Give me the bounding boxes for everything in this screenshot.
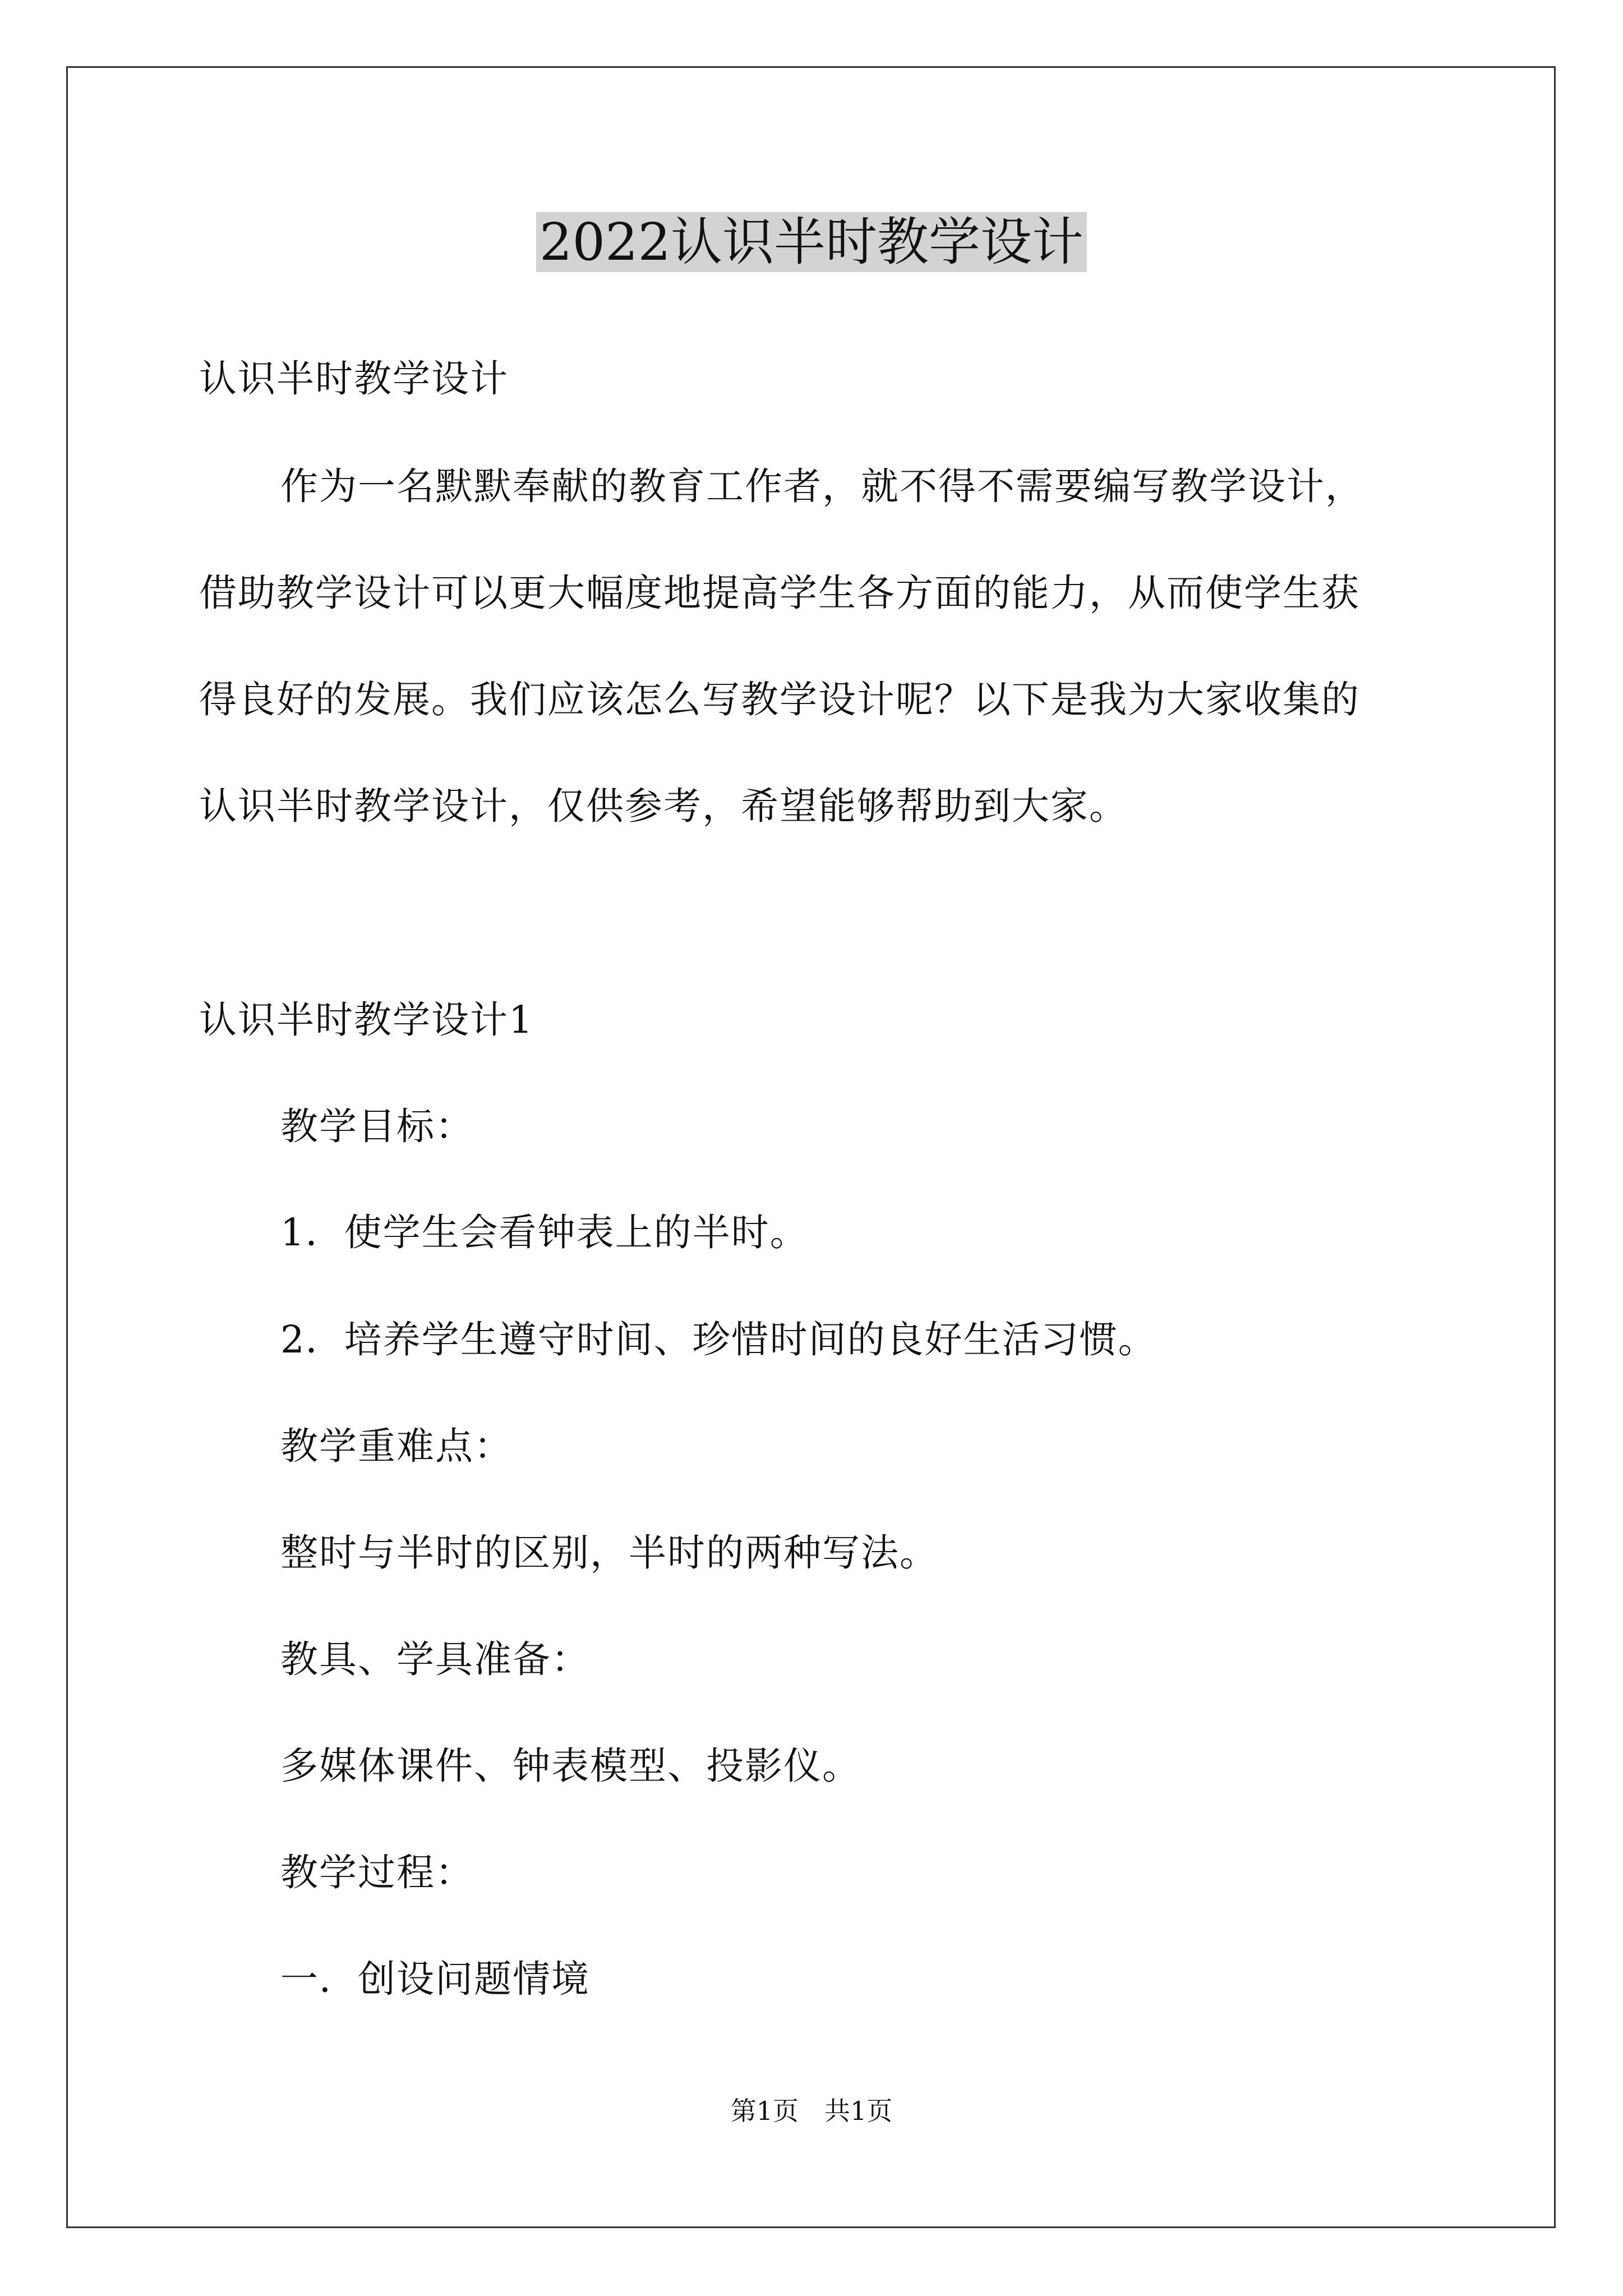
document-title — [0, 203, 1623, 282]
intro-line-1: 作为一名默默奉献的教育工作者，就不得不需要编写教学设计， — [280, 464, 1364, 508]
intro-line-4: 认识半时教学设计，仅供参考，希望能够帮助到大家。 — [199, 784, 1128, 828]
body-line-5: 整时与半时的区别，半时的两种写法。 — [280, 1531, 938, 1575]
body-line-1: 教学目标： — [280, 1105, 474, 1148]
body-line-4: 教学重难点： — [280, 1424, 513, 1468]
body-line-9: 一．创设问题情境 — [280, 1957, 590, 2001]
document-subtitle: 认识半时教学设计 — [199, 357, 509, 401]
section-heading: 认识半时教学设计1 — [199, 998, 534, 1042]
intro-line-2: 借助教学设计可以更大幅度地提高学生各方面的能力，从而使学生获 — [199, 571, 1360, 615]
document-title-text: 2022认识半时教学设计 — [536, 212, 1087, 272]
body-line-6: 教具、学具准备： — [280, 1637, 590, 1681]
intro-line-3: 得良好的发展。我们应该怎么写教学设计呢？以下是我为大家收集的 — [199, 678, 1360, 721]
body-line-8: 教学过程： — [280, 1851, 474, 1894]
body-line-7: 多媒体课件、钟表模型、投影仪。 — [280, 1744, 861, 1788]
page-footer: 第1页 共1页 — [730, 2096, 893, 2126]
body-line-2: 1．使学生会看钟表上的半时。 — [280, 1211, 809, 1254]
body-line-3: 2．培养学生遵守时间、珍惜时间的良好生活习惯。 — [280, 1318, 1157, 1361]
